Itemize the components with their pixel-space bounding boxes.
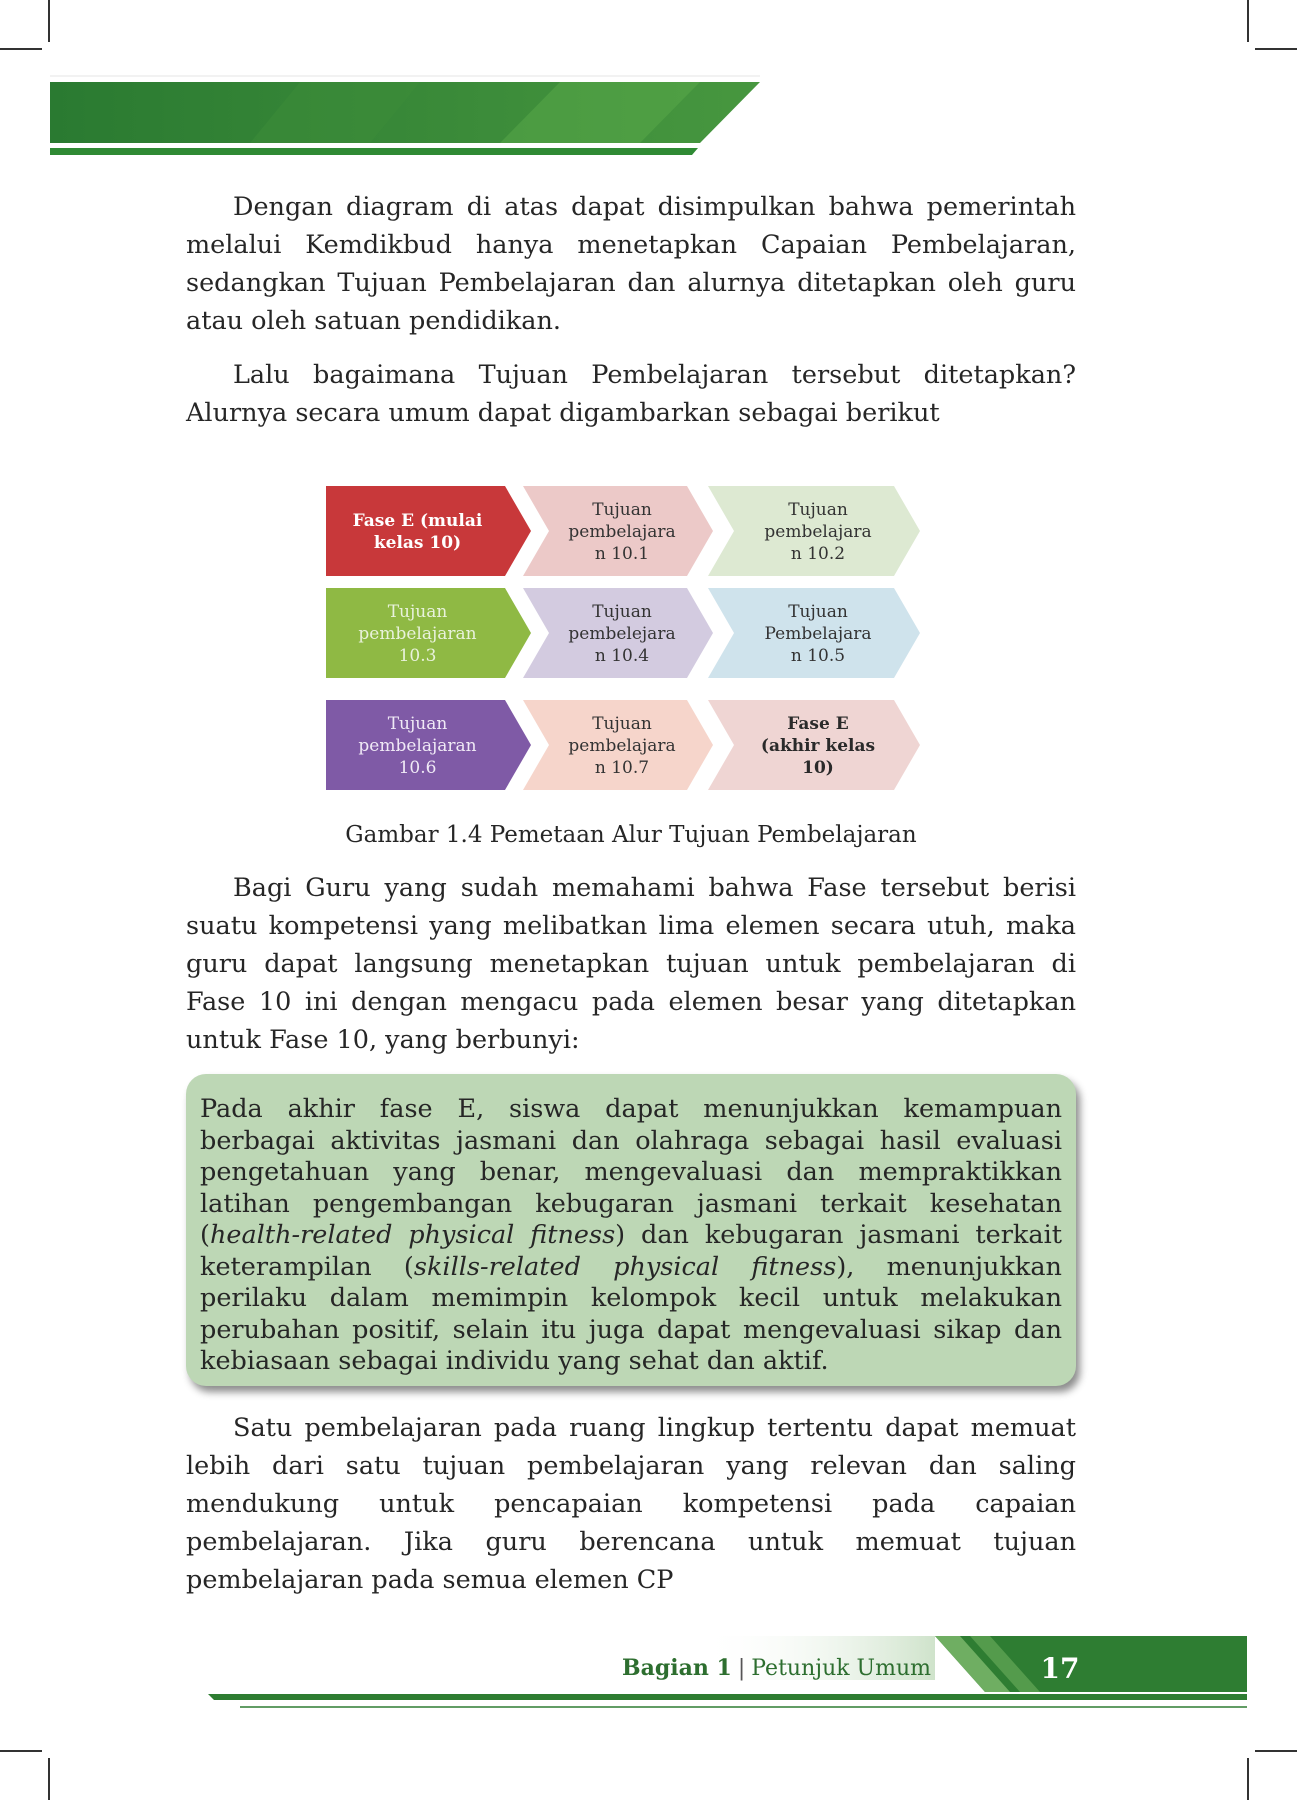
italic-term-health: health-related physical fitness: [209, 1220, 616, 1250]
flow-step-label: pembelajara: [568, 736, 676, 756]
paragraph-question-text: Lalu bagaimana Tujuan Pembelajaran tersebut ditetapkan? Alurnya secara umum dapat digambarkan sebagai berikut: [186, 360, 1076, 428]
flow-step-label: n 10.1: [594, 544, 650, 564]
flow-step-label: Tujuan: [387, 602, 448, 622]
paragraph-intro-text: Dengan diagram di atas dapat disimpulkan bahwa pemerintah melalui Kemdikbud hanya menetapkan Capaian Pembelajaran, sedangkan Tujuan Pembelajaran dan alurnya ditetapkan oleh guru atau oleh satuan pendidikan.: [186, 192, 1076, 336]
footer-separator: |: [737, 1656, 746, 1681]
flow-step-shape: [326, 486, 531, 576]
paragraph-scope: [186, 1409, 1076, 1599]
paragraph-intro: [186, 188, 1076, 340]
flow-step-label: pembelajara: [568, 522, 676, 542]
phase-e-quote-box: [186, 1074, 1076, 1386]
paragraph-question: [186, 356, 1076, 432]
figure-caption: Gambar 1.4 Pemetaan Alur Tujuan Pembelajaran: [345, 822, 917, 848]
crop-mark: [1255, 1750, 1297, 1752]
phase-e-quote-text: Pada akhir fase E, siswa dapat menunjukkan kemampuan berbagai aktivitas jasmani dan olahraga sebagai hasil evaluasi pengetahuan yang benar, mengevaluasi dan mempraktikkan latihan pengembangan kebugaran jasmani terkait kesehatan (health-related physical fitness) dan kebugaran jasmani terkait keterampilan (skills-related physical fitness), menunjukkan perilaku dalam memimpin kelompok kecil untuk melakukan perubahan positif, selain itu juga dapat mengevaluasi sikap dan kebiasaan sebagai individu yang sehat dan aktif.: [200, 1094, 1062, 1376]
footer-section: Bagian 1: [622, 1655, 732, 1681]
flow-step-label: Fase E (mulai: [352, 511, 483, 531]
flow-step-1-2: [523, 486, 713, 576]
flow-step-label: n 10.2: [790, 544, 846, 564]
crop-mark: [48, 1758, 50, 1800]
flow-step-3-3: [708, 700, 920, 790]
learning-flow-diagram: [318, 480, 948, 800]
crop-mark: [0, 1750, 42, 1752]
footer-label: [622, 1653, 931, 1684]
flow-step-label: 10): [802, 758, 834, 778]
page-number: 17: [1040, 1652, 1080, 1685]
flow-step-label: n 10.7: [594, 758, 650, 778]
header-band: [0, 0, 1297, 170]
flow-step-label: Tujuan: [592, 500, 652, 520]
paragraph-scope-text: Satu pembelajaran pada ruang lingkup tertentu dapat memuat lebih dari satu tujuan pembelajaran yang relevan dan saling mendukung untuk pencapaian kompetensi pada capaian pembelajaran. Jika guru berencana untuk memuat tujuan pembelajaran pada semua elemen CP: [186, 1413, 1076, 1595]
flow-step-label: 10.3: [398, 646, 437, 666]
flow-step-label: pembelejara: [568, 624, 676, 644]
crop-mark: [1247, 1758, 1249, 1800]
flow-step-label: Tujuan: [592, 714, 652, 734]
flow-step-label: 10.6: [398, 758, 437, 778]
paragraph-teacher: [186, 869, 1076, 1059]
flow-step-label: Fase E: [787, 714, 849, 734]
flow-step-label: pembelajaran: [358, 624, 477, 644]
flow-step-label: Tujuan: [387, 714, 448, 734]
italic-term-skills: skills-related physical fitness: [413, 1251, 837, 1282]
footer-subtitle: Petunjuk Umum: [751, 1656, 931, 1681]
flow-step-label: kelas 10): [373, 533, 462, 553]
flow-step-label: (akhir kelas: [760, 736, 876, 756]
flow-step-label: Pembelajara: [764, 624, 872, 644]
flow-step-1-1: [326, 486, 531, 576]
flow-step-2-1: [326, 588, 531, 678]
flow-step-label: Tujuan: [592, 602, 652, 622]
flow-step-1-3: [708, 486, 920, 576]
flow-step-3-1: [326, 700, 531, 790]
flow-step-2-3: [708, 588, 920, 678]
flow-step-label: pembelajara: [764, 522, 872, 542]
paragraph-teacher-text: Bagi Guru yang sudah memahami bahwa Fase tersebut berisi suatu kompetensi yang melibatkan lima elemen secara utuh, maka guru dapat langsung menetapkan tujuan untuk pembelajaran di Fase 10 ini dengan mengacu pada elemen besar yang ditetapkan untuk Fase 10, yang berbunyi:: [186, 873, 1076, 1055]
flow-step-label: pembelajaran: [358, 736, 477, 756]
flow-step-2-2: [523, 588, 713, 678]
flow-step-label: Tujuan: [788, 500, 848, 520]
flow-step-label: n 10.5: [790, 646, 846, 666]
flow-step-label: Tujuan: [788, 602, 848, 622]
flow-step-3-2: [523, 700, 713, 790]
flow-step-label: n 10.4: [594, 646, 650, 666]
